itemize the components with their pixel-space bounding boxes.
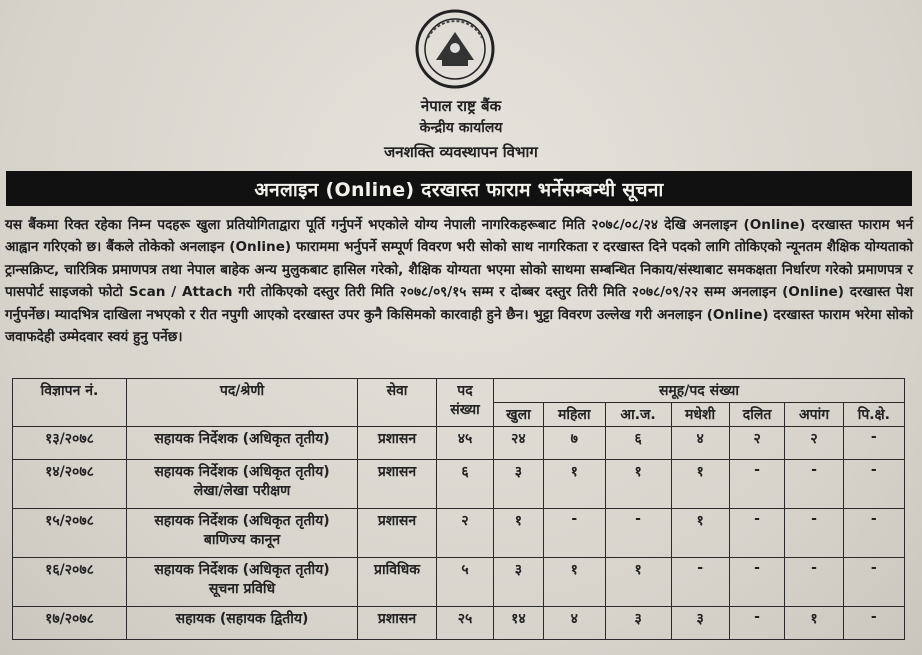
cell-ad: १७/२०७८ [13, 607, 127, 640]
body-online-2: (Online) [782, 284, 844, 301]
cell-post [127, 509, 358, 558]
cell-pichhe: - [843, 460, 904, 509]
cell-apanga: २ [785, 427, 843, 460]
cell-ad: १५/२०७८ [13, 509, 127, 558]
department-name: जनशक्ति व्यवस्थापन विभाग [384, 143, 538, 161]
post-line: सहायक निर्देशक (अधिकृत तृतीय) [154, 464, 330, 480]
cell-apanga: - [785, 460, 843, 509]
post-line: सहायक निर्देशक (अधिकृत तृतीय) [154, 431, 330, 447]
col-ad-no: विज्ञापन नं. [13, 379, 127, 427]
cell-women: १ [543, 460, 605, 509]
cell-open: ३ [494, 460, 544, 509]
cell-dalit: - [729, 460, 785, 509]
cell-open: २४ [494, 427, 544, 460]
cell-aaja: १ [605, 558, 671, 607]
body-text-1: यस बैंकमा रिक्त रहेका निम्न पदहरू खुला प्रतियोगिताद्वारा पूर्ति गर्नुपर्ने भएकोले योग्य नेपाली नागरिकहरूबाट [5, 217, 556, 233]
cell-dalit: - [729, 509, 785, 558]
cell-dalit: - [729, 607, 785, 640]
cell-open: १४ [494, 607, 544, 640]
cell-women: - [543, 509, 605, 558]
body-text-2: देखि अनलाइन [664, 217, 738, 233]
cell-post [127, 460, 358, 509]
office-name: केन्द्रीय कार्यालय [419, 120, 503, 136]
col-dalit: दलित [729, 403, 785, 427]
cell-apanga: - [785, 558, 843, 607]
cell-ad: १३/२०७८ [13, 427, 127, 460]
col-women: महिला [543, 403, 605, 427]
notice-body [5, 214, 913, 348]
cell-women: ४ [543, 607, 605, 640]
cell-open: १ [494, 509, 544, 558]
cell-madhesi: - [671, 558, 729, 607]
cell-count: ६ [437, 460, 494, 509]
cell-pichhe: - [843, 427, 904, 460]
col-count: पद संख्या [437, 379, 494, 427]
col-pichhe: पि.क्षे. [843, 403, 904, 427]
cell-pichhe: - [843, 558, 904, 607]
cell-pichhe: - [843, 509, 904, 558]
cell-women: १ [543, 558, 605, 607]
cell-madhesi: ३ [671, 607, 729, 640]
post-line: सहायक निर्देशक (अधिकृत तृतीय) [154, 513, 330, 529]
cell-ad: १४/२०७८ [13, 460, 127, 509]
cell-count: २ [437, 509, 494, 558]
cell-service: प्राविधिक [358, 558, 437, 607]
table-row [13, 607, 905, 640]
cell-count: ५ [437, 558, 494, 607]
cell-ad: १६/२०७८ [13, 558, 127, 607]
table-row [13, 509, 905, 558]
body-deadline: मिति २०७८/०९/१५ सम्म र दोब्बर दस्तुर तिरी मिति २०७८/०९/२२ सम्म [371, 284, 726, 301]
body-text-4: अनलाइन [731, 284, 777, 301]
cell-apanga: १ [785, 607, 843, 640]
col-groups: समूह/पद संख्या [494, 379, 905, 403]
cell-madhesi: १ [671, 509, 729, 558]
cell-dalit: २ [729, 427, 785, 460]
post-subline: बाणिज्य कानून [203, 532, 281, 548]
cell-service: प्रशासन [358, 427, 437, 460]
notice-title-banner: अनलाइन (Online) दरखास्त फाराम भर्नेसम्बन्धी सूचना [6, 171, 912, 206]
col-service: सेवा [358, 379, 437, 427]
cell-count: २५ [437, 607, 494, 640]
table-row [13, 427, 905, 460]
cell-open: ३ [494, 558, 544, 607]
cell-aaja: १ [605, 460, 671, 509]
cell-aaja: ६ [605, 427, 671, 460]
col-open: खुला [494, 403, 544, 427]
vacancy-table [12, 378, 905, 640]
cell-post [127, 607, 358, 640]
post-line: सहायक निर्देशक (अधिकृत तृतीय) [154, 562, 330, 578]
cell-madhesi: ४ [671, 427, 729, 460]
cell-aaja: ३ [605, 607, 671, 640]
body-text-5: दरखास्त पेश गर्नुपर्नेछ। म्यादभित्र दाखिला नभएको र रीत नपुगी आएको दरखास्त उपर कुनै किसिमको कारवाही हुने छैन। भुट्टा विवरण उल्लेख गरी अनलाइन (Online) दरखास्त फाराम भरेमा सोको जवाफदेही उम्मेदवार स्वयं हुनु पर्नेछ। [5, 284, 913, 346]
bank-name: नेपाल राष्ट्र बैंक [420, 97, 502, 115]
body-date-1: मिति २०७८/०८/२४ [562, 217, 658, 233]
cell-count: ४५ [437, 427, 494, 460]
body-online-1: (Online) [743, 217, 806, 233]
cell-dalit: - [729, 558, 785, 607]
cell-service: प्रशासन [358, 509, 437, 558]
cell-aaja: - [605, 509, 671, 558]
table-row [13, 460, 905, 509]
nepal-rastra-bank-emblem-icon [414, 8, 496, 90]
cell-post [127, 427, 358, 460]
table-row [13, 558, 905, 607]
col-post: पद/श्रेणी [127, 379, 358, 427]
cell-service: प्रशासन [358, 460, 437, 509]
cell-women: ७ [543, 427, 605, 460]
post-subline: सूचना प्रविधि [208, 581, 276, 597]
cell-pichhe: - [843, 607, 904, 640]
col-aaja: आ.ज. [605, 403, 671, 427]
post-line: सहायक (सहायक द्वितीय) [175, 611, 309, 627]
cell-post [127, 558, 358, 607]
cell-madhesi: १ [671, 460, 729, 509]
col-madhesi: मधेशी [671, 403, 729, 427]
post-subline: लेखा/लेखा परीक्षण [193, 483, 291, 499]
cell-apanga: - [785, 509, 843, 558]
body-text-3: दरखास्त फाराम भर्न आह्वान गरिएको छ। बैंकले तोकेको अनलाइन (Online) फाराममा भर्नुपर्ने सम्पूर्ण विवरण भरी सोको साथ नागरिकता र दरखास्त दिने पदको लागि तोकिएको न्यूनतम शैक्षिक योग्यताको ट्रान्सक्रिप्ट, चारित्रिक प्रमाणपत्र तथा नेपाल बाहेक अन्य मुलुकबाट हासिल गरेको, शैक्षिक योग्यता भएमा सोको साथमा सम्बन्धित निकाय/संस्थाबाट समकक्षता निर्धारण गरेको प्रमाणपत्र र पासपोर्ट साइजको फोटो Scan / Attach गरी तोकिएको दस्तुर तिरी [5, 217, 913, 301]
col-apanga: अपांग [785, 403, 843, 427]
cell-service: प्रशासन [358, 607, 437, 640]
